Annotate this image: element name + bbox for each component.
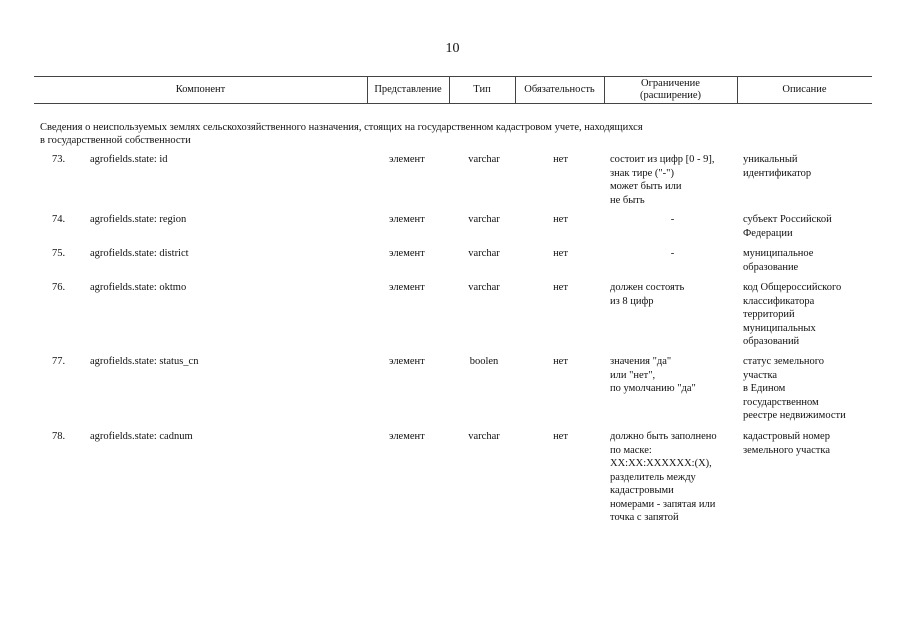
row-type: varchar (468, 248, 500, 259)
header-description: Описание (782, 84, 827, 95)
row-type: varchar (468, 214, 500, 225)
row-constraint: должно быть заполнено по маске: XX:XX:XXXXXX:(X), разделитель между кадастровыми номерами - запятая или точка с запятой (610, 431, 717, 523)
header-mandatory: Обязательность (524, 84, 595, 95)
row-type: varchar (468, 154, 500, 165)
row-number: 75. (52, 248, 66, 259)
row-number: 73. (52, 154, 66, 165)
row-representation: элемент (389, 356, 425, 367)
row-representation: элемент (389, 154, 425, 165)
row-number: 77. (52, 356, 66, 367)
row-representation: элемент (389, 214, 425, 225)
row-number: 74. (52, 214, 66, 225)
row-mandatory: нет (553, 214, 568, 225)
row-description: муниципальное образование (743, 248, 814, 273)
header-representation: Представление (374, 84, 442, 95)
row-representation: элемент (389, 282, 425, 293)
row-mandatory: нет (553, 248, 568, 259)
row-description: уникальный идентификатор (743, 154, 812, 179)
row-component: agrofields.state: region (90, 214, 187, 225)
row-constraint: состоит из цифр [0 - 9], знак тире ("-") может быть или не быть (610, 154, 715, 206)
row-mandatory: нет (553, 431, 568, 442)
row-component: agrofields.state: oktmo (90, 282, 187, 293)
row-constraint: - (670, 214, 675, 225)
row-description: кадастровый номер земельного участка (743, 431, 830, 456)
row-constraint: - (670, 248, 675, 259)
row-description: код Общероссийского классификатора территорий муниципальных образований (743, 282, 842, 347)
row-constraint: значения "да" или "нет", по умолчанию "да" (610, 356, 696, 394)
row-mandatory: нет (553, 154, 568, 165)
row-number: 76. (52, 282, 66, 293)
row-component: agrofields.state: district (90, 248, 189, 259)
page-number: 10 (445, 41, 460, 56)
header-type: Тип (473, 84, 491, 95)
row-constraint: должен состоять из 8 цифр (610, 282, 685, 307)
row-number: 78. (52, 431, 66, 442)
row-type: boolen (469, 356, 499, 367)
row-component: agrofields.state: cadnum (90, 431, 193, 442)
row-description: статус земельного участка в Едином государственном реестре недвижимости (743, 356, 846, 421)
row-component: agrofields.state: id (90, 154, 168, 165)
row-mandatory: нет (553, 356, 568, 367)
row-type: varchar (468, 282, 500, 293)
header-component: Компонент (175, 84, 226, 95)
header-constraint: Ограничение (расширение) (639, 78, 702, 101)
section-title: Сведения о неиспользуемых землях сельскохозяйственного назначения, стоящих на государственном кадастровом учете, находящихся в государственной собственности (40, 122, 643, 146)
row-mandatory: нет (553, 282, 568, 293)
row-type: varchar (468, 431, 500, 442)
row-description: субъект Российской Федерации (743, 214, 832, 239)
row-representation: элемент (389, 248, 425, 259)
row-component: agrofields.state: status_cn (90, 356, 199, 367)
row-representation: элемент (389, 431, 425, 442)
